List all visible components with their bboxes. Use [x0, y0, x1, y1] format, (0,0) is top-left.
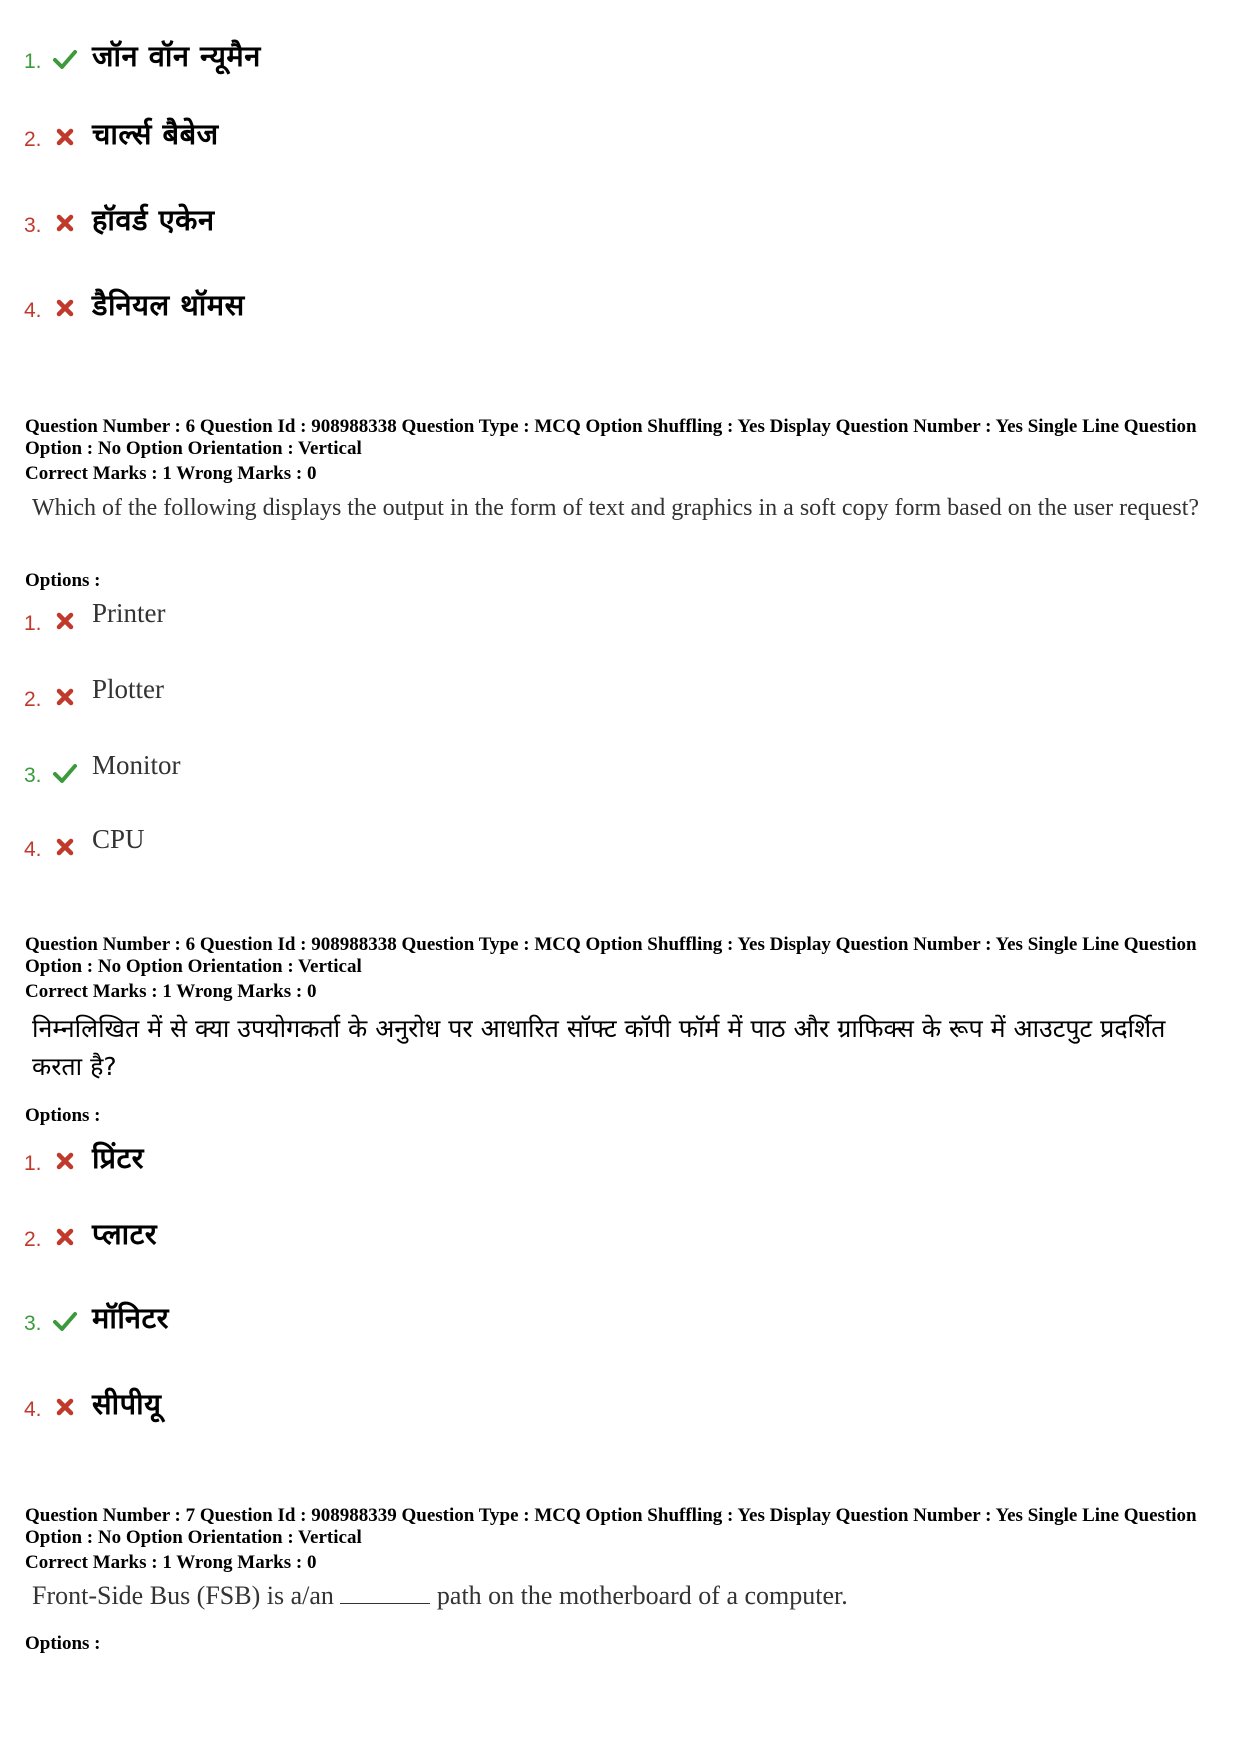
option-number: 3. [24, 764, 42, 787]
cross-icon [52, 1148, 78, 1174]
cross-icon [52, 210, 78, 236]
check-icon [52, 1308, 78, 1334]
option-text: जॉन वॉन न्यूमैन [92, 39, 261, 73]
cross-icon [52, 1224, 78, 1250]
cross-icon [52, 834, 78, 860]
question-text [32, 1580, 1217, 1612]
option-number: 2. [24, 1228, 42, 1251]
question-marks: Correct Marks : 1 Wrong Marks : 0 [25, 463, 317, 484]
option-number: 1. [24, 612, 42, 635]
option-number: 1. [24, 1152, 42, 1175]
option-text: Monitor [92, 750, 181, 780]
option-number: 1. [24, 50, 42, 73]
question-text-part2: path on the motherboard of a computer. [436, 1581, 848, 1610]
option-number: 4. [24, 838, 42, 861]
option-text: प्लाटर [92, 1217, 158, 1251]
options-label: Options : [25, 1633, 101, 1654]
options-label: Options : [25, 1105, 101, 1126]
question-marks: Correct Marks : 1 Wrong Marks : 0 [25, 1552, 317, 1573]
check-icon [52, 46, 78, 72]
question-meta: Question Number : 7 Question Id : 908988339 Question Type : MCQ Option Shuffling : Yes Display Question Number : Yes Single Line Question Option : No Option Orientation : Vertical [25, 1505, 1197, 1548]
check-icon [52, 760, 78, 786]
cross-icon [52, 608, 78, 634]
cross-icon [52, 684, 78, 710]
question-text-part1: Front-Side Bus (FSB) is a/an [32, 1581, 334, 1610]
option-number: 3. [24, 1312, 42, 1335]
option-text: प्रिंटर [92, 1141, 144, 1175]
option-text: सीपीयू [92, 1387, 162, 1421]
option-text: हॉवर्ड एकेन [92, 203, 215, 237]
option-text: डैनियल थॉमस [92, 288, 245, 322]
option-text: Plotter [92, 674, 164, 704]
option-number: 2. [24, 128, 42, 151]
option-text: CPU [92, 824, 145, 854]
cross-icon [52, 124, 78, 150]
question-text: निम्नलिखित में से क्या उपयोगकर्ता के अनुरोध पर आधारित सॉफ्ट कॉपी फॉर्म में पाठ और ग्राफिक्स के रूप में आउटपुट प्रदर्शित करता है? [32, 1014, 1166, 1081]
cross-icon [52, 295, 78, 321]
option-text: चार्ल्स बैबेज [92, 117, 219, 151]
option-number: 4. [24, 299, 42, 322]
options-label: Options : [25, 570, 101, 591]
option-number: 2. [24, 688, 42, 711]
question-text: Which of the following displays the output in the form of text and graphics in a soft copy form based on the user request? [32, 495, 1200, 521]
cross-icon [52, 1394, 78, 1420]
option-text: मॉनिटर [92, 1301, 169, 1335]
option-text: Printer [92, 598, 166, 628]
question-meta: Question Number : 6 Question Id : 908988338 Question Type : MCQ Option Shuffling : Yes Display Question Number : Yes Single Line Question Option : No Option Orientation : Vertical [25, 416, 1197, 459]
fill-in-blank [340, 1603, 430, 1604]
question-meta: Question Number : 6 Question Id : 908988338 Question Type : MCQ Option Shuffling : Yes Display Question Number : Yes Single Line Question Option : No Option Orientation : Vertical [25, 934, 1197, 977]
option-number: 3. [24, 214, 42, 237]
question-marks: Correct Marks : 1 Wrong Marks : 0 [25, 981, 317, 1002]
option-number: 4. [24, 1398, 42, 1421]
